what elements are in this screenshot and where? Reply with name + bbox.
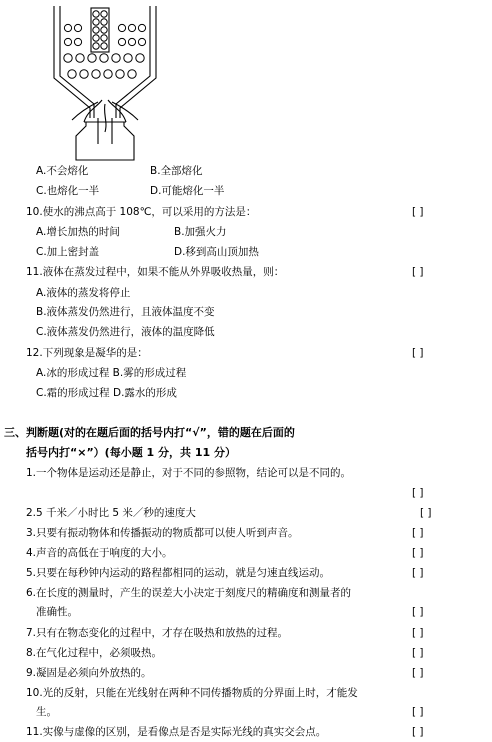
judge-item-6-cont: 准确性。	[36, 606, 78, 618]
q10-answer-bracket[interactable]: [ ]	[412, 206, 424, 218]
judge-item-7: 7.只有在物态变化的过程中，才存在吸热和放热的过程。	[26, 627, 289, 639]
q11-option-b: B.液体蒸发仍然进行，且液体温度不变	[36, 306, 215, 318]
judge-10-bracket[interactable]: [ ]	[412, 706, 424, 718]
judge-item-4: 4.声音的高低在于响度的大小。	[26, 547, 173, 559]
q11-option-a: A.液体的蒸发将停止	[36, 287, 131, 299]
judge-item-8: 8.在气化过程中，必须吸热。	[26, 647, 163, 659]
q12-option-cd: C.霜的形成过程 D.露水的形成	[36, 387, 177, 399]
q9-option-a: A.不会熔化	[36, 165, 89, 177]
q12-option-ab: A.冰的形成过程 B.雾的形成过程	[36, 367, 187, 379]
judge-11-bracket[interactable]: [ ]	[412, 726, 424, 738]
q10-option-c: C.加上密封盖	[36, 246, 100, 258]
judge-item-2: 2.5 千米／小时比 5 米／秒的速度大	[26, 507, 196, 519]
judge-5-bracket[interactable]: [ ]	[412, 567, 424, 579]
q11-option-c: C.液体蒸发仍然进行，液体的温度降低	[36, 326, 215, 338]
judge-4-bracket[interactable]: [ ]	[412, 547, 424, 559]
judge-item-5: 5.只要在每秒钟内运动的路程都相同的运动，就是匀速直线运动。	[26, 567, 331, 579]
section3-title-line2: 括号内打“×”）(每小题 1 分，共 11 分）	[26, 446, 236, 459]
judge-6-bracket[interactable]: [ ]	[412, 606, 424, 618]
judge-7-bracket[interactable]: [ ]	[412, 627, 424, 639]
q12-stem: 12.下列现象是凝华的是：	[26, 347, 148, 359]
judge-item-10-cont: 生。	[36, 706, 57, 718]
q10-option-d: D.移到高山顶加热	[174, 246, 259, 258]
q9-option-c: C.也熔化一半	[36, 185, 100, 197]
q11-stem: 11.液体在蒸发过程中，如果不能从外界吸收热量，则：	[26, 266, 285, 278]
judge-3-bracket[interactable]: [ ]	[412, 527, 424, 539]
judge-item-9: 9.凝固是必须向外放热的。	[26, 667, 152, 679]
q9-option-d: D.可能熔化一半	[150, 185, 225, 197]
funnel-apparatus-figure	[50, 4, 160, 162]
judge-item-10: 10.光的反射，只能在光线射在两种不同传播物质的分界面上时，才能发	[26, 687, 358, 699]
judge-item-6: 6.在长度的测量时，产生的误差大小决定于刻度尺的精确度和测量者的	[26, 587, 352, 599]
judge-item-1: 1.一个物体是运动还是静止，对于不同的参照物，结论可以是不同的。	[26, 467, 352, 479]
judge-9-bracket[interactable]: [ ]	[412, 667, 424, 679]
q10-option-b: B.加强火力	[174, 226, 227, 238]
judge-8-bracket[interactable]: [ ]	[412, 647, 424, 659]
section3-title-line1: 三、判断题(对的在题后面的括号内打“√”，错的题在后面的	[4, 426, 295, 439]
q11-answer-bracket[interactable]: [ ]	[412, 266, 424, 278]
q12-answer-bracket[interactable]: [ ]	[412, 347, 424, 359]
judge-1-bracket[interactable]: [ ]	[412, 487, 424, 499]
judge-item-3: 3.只要有振动物体和传播振动的物质都可以使人听到声音。	[26, 527, 299, 539]
q9-option-b: B.全部熔化	[150, 165, 203, 177]
judge-2-bracket[interactable]: [ ]	[420, 507, 432, 519]
q10-stem: 10.使水的沸点高于 108℃，可以采用的方法是：	[26, 206, 257, 218]
judge-item-11: 11.实像与虚像的区别，是看像点是否是实际光线的真实交会点。	[26, 726, 327, 738]
q10-option-a: A.增长加热的时间	[36, 226, 120, 238]
